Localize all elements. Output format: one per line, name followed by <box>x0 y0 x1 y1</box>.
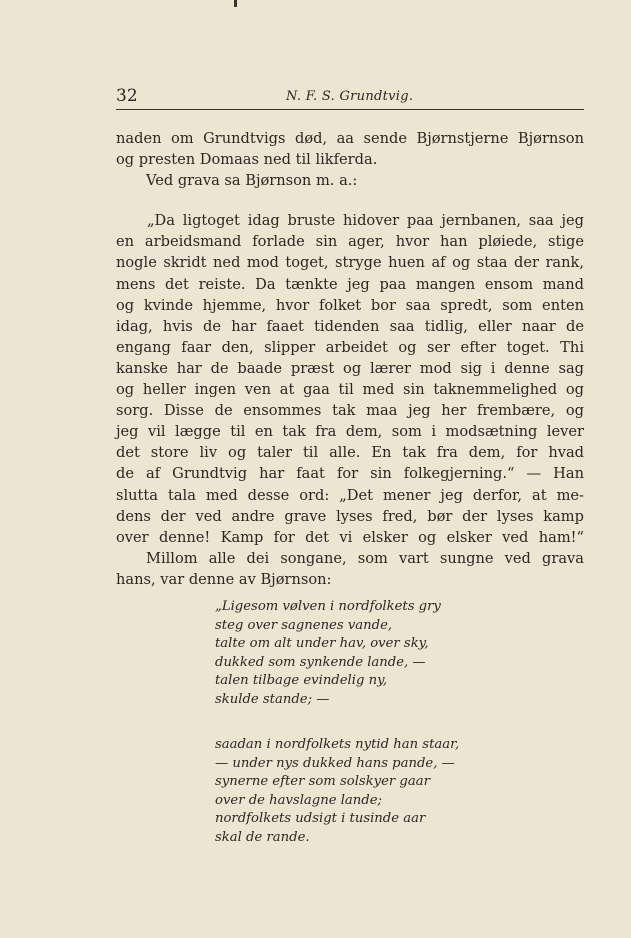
poem-line: saadan i nordfolkets nytid han staar, <box>215 737 460 752</box>
text-line: nogle skridt ned mod toget, stryge huen af og staa der rank, <box>116 254 584 272</box>
text-line: mens det reiste. Da tænkte jeg paa mangen ensom mand <box>116 275 584 293</box>
poem-line: talte om alt under hav, over sky, <box>215 636 429 652</box>
poem-line: talen tilbage evindelig ny, <box>215 673 388 689</box>
poem-line: over de havslagne lande; <box>215 792 382 808</box>
paragraph-gap <box>116 191 584 210</box>
text-line: det store liv og taler til alle. En tak fra dem, for hvad <box>116 444 584 462</box>
poem-stanza-1 <box>215 598 515 710</box>
text-line: slutta tala med desse ord: „Det mener jeg derfor, at me- <box>116 486 584 504</box>
text-line: Ved grava sa Bjørnson m. a.: <box>146 172 358 190</box>
text-line: og kvinde hjemme, hvor folket bor saa spredt, som enten <box>116 296 584 314</box>
text-line: over denne! Kamp for det vi elsker og elsker ved ham!“ <box>116 528 584 546</box>
poem-line: dukked som synkende lande, — <box>215 654 426 670</box>
poem-line: „Ligesom vølven i nordfolkets gry <box>215 599 441 614</box>
poem-line: synerne efter som solskyer gaar <box>215 774 430 790</box>
poem-line: skulde stande; — <box>215 691 330 707</box>
text-line: „Da ligtoget idag bruste hidover paa jernbanen, saa jeg <box>147 212 584 230</box>
text-line: engang faar den, slipper arbeidet og ser efter toget. Thi <box>116 338 584 356</box>
poem-stanza-2 <box>215 736 515 848</box>
text-line: naden om Grundtvigs død, aa sende Bjørnstjerne Bjørnson <box>116 130 584 147</box>
running-title: N. F. S. Grundtvig. <box>286 89 414 104</box>
text-line: dens der ved andre grave lyses fred, bør der lyses kamp <box>116 507 584 525</box>
poem-line: skal de rande. <box>215 829 310 845</box>
text-line: Millom alle dei songane, som vart sungne ved grava <box>146 549 584 567</box>
poem-line: — under nys dukked hans pande, — <box>215 755 455 771</box>
text-line: og heller ingen ven at gaa til med sin taknemmelighed og <box>116 381 584 399</box>
page-number: 32 <box>116 86 138 106</box>
text-line: en arbeidsmand forlade sin ager, hvor han pløiede, stige <box>116 233 584 251</box>
print-mark <box>234 0 237 7</box>
page-header <box>116 86 586 108</box>
text-line: hans, var denne av Bjørnson: <box>116 570 332 588</box>
text-line: sorg. Disse de ensommes tak maa jeg her frembære, og <box>116 402 584 420</box>
text-line: de af Grundtvig har faat for sin folkegjerning.“ — Han <box>116 465 584 483</box>
poem-line: nordfolkets udsigt i tusinde aar <box>215 811 426 827</box>
text-line: kanske har de baade præst og lærer mod sig i denne sag <box>116 359 584 377</box>
poem-line: steg over sagnenes vande, <box>215 617 393 633</box>
text-line: idag, hvis de har faaet tidenden saa tidlig, eller naar de <box>116 317 584 335</box>
header-rule <box>116 109 584 110</box>
text-line: og presten Domaas ned til likferda. <box>116 151 378 169</box>
body-text <box>116 128 584 590</box>
text-line: jeg vil lægge til en tak fra dem, som i modsætning lever <box>116 423 584 441</box>
